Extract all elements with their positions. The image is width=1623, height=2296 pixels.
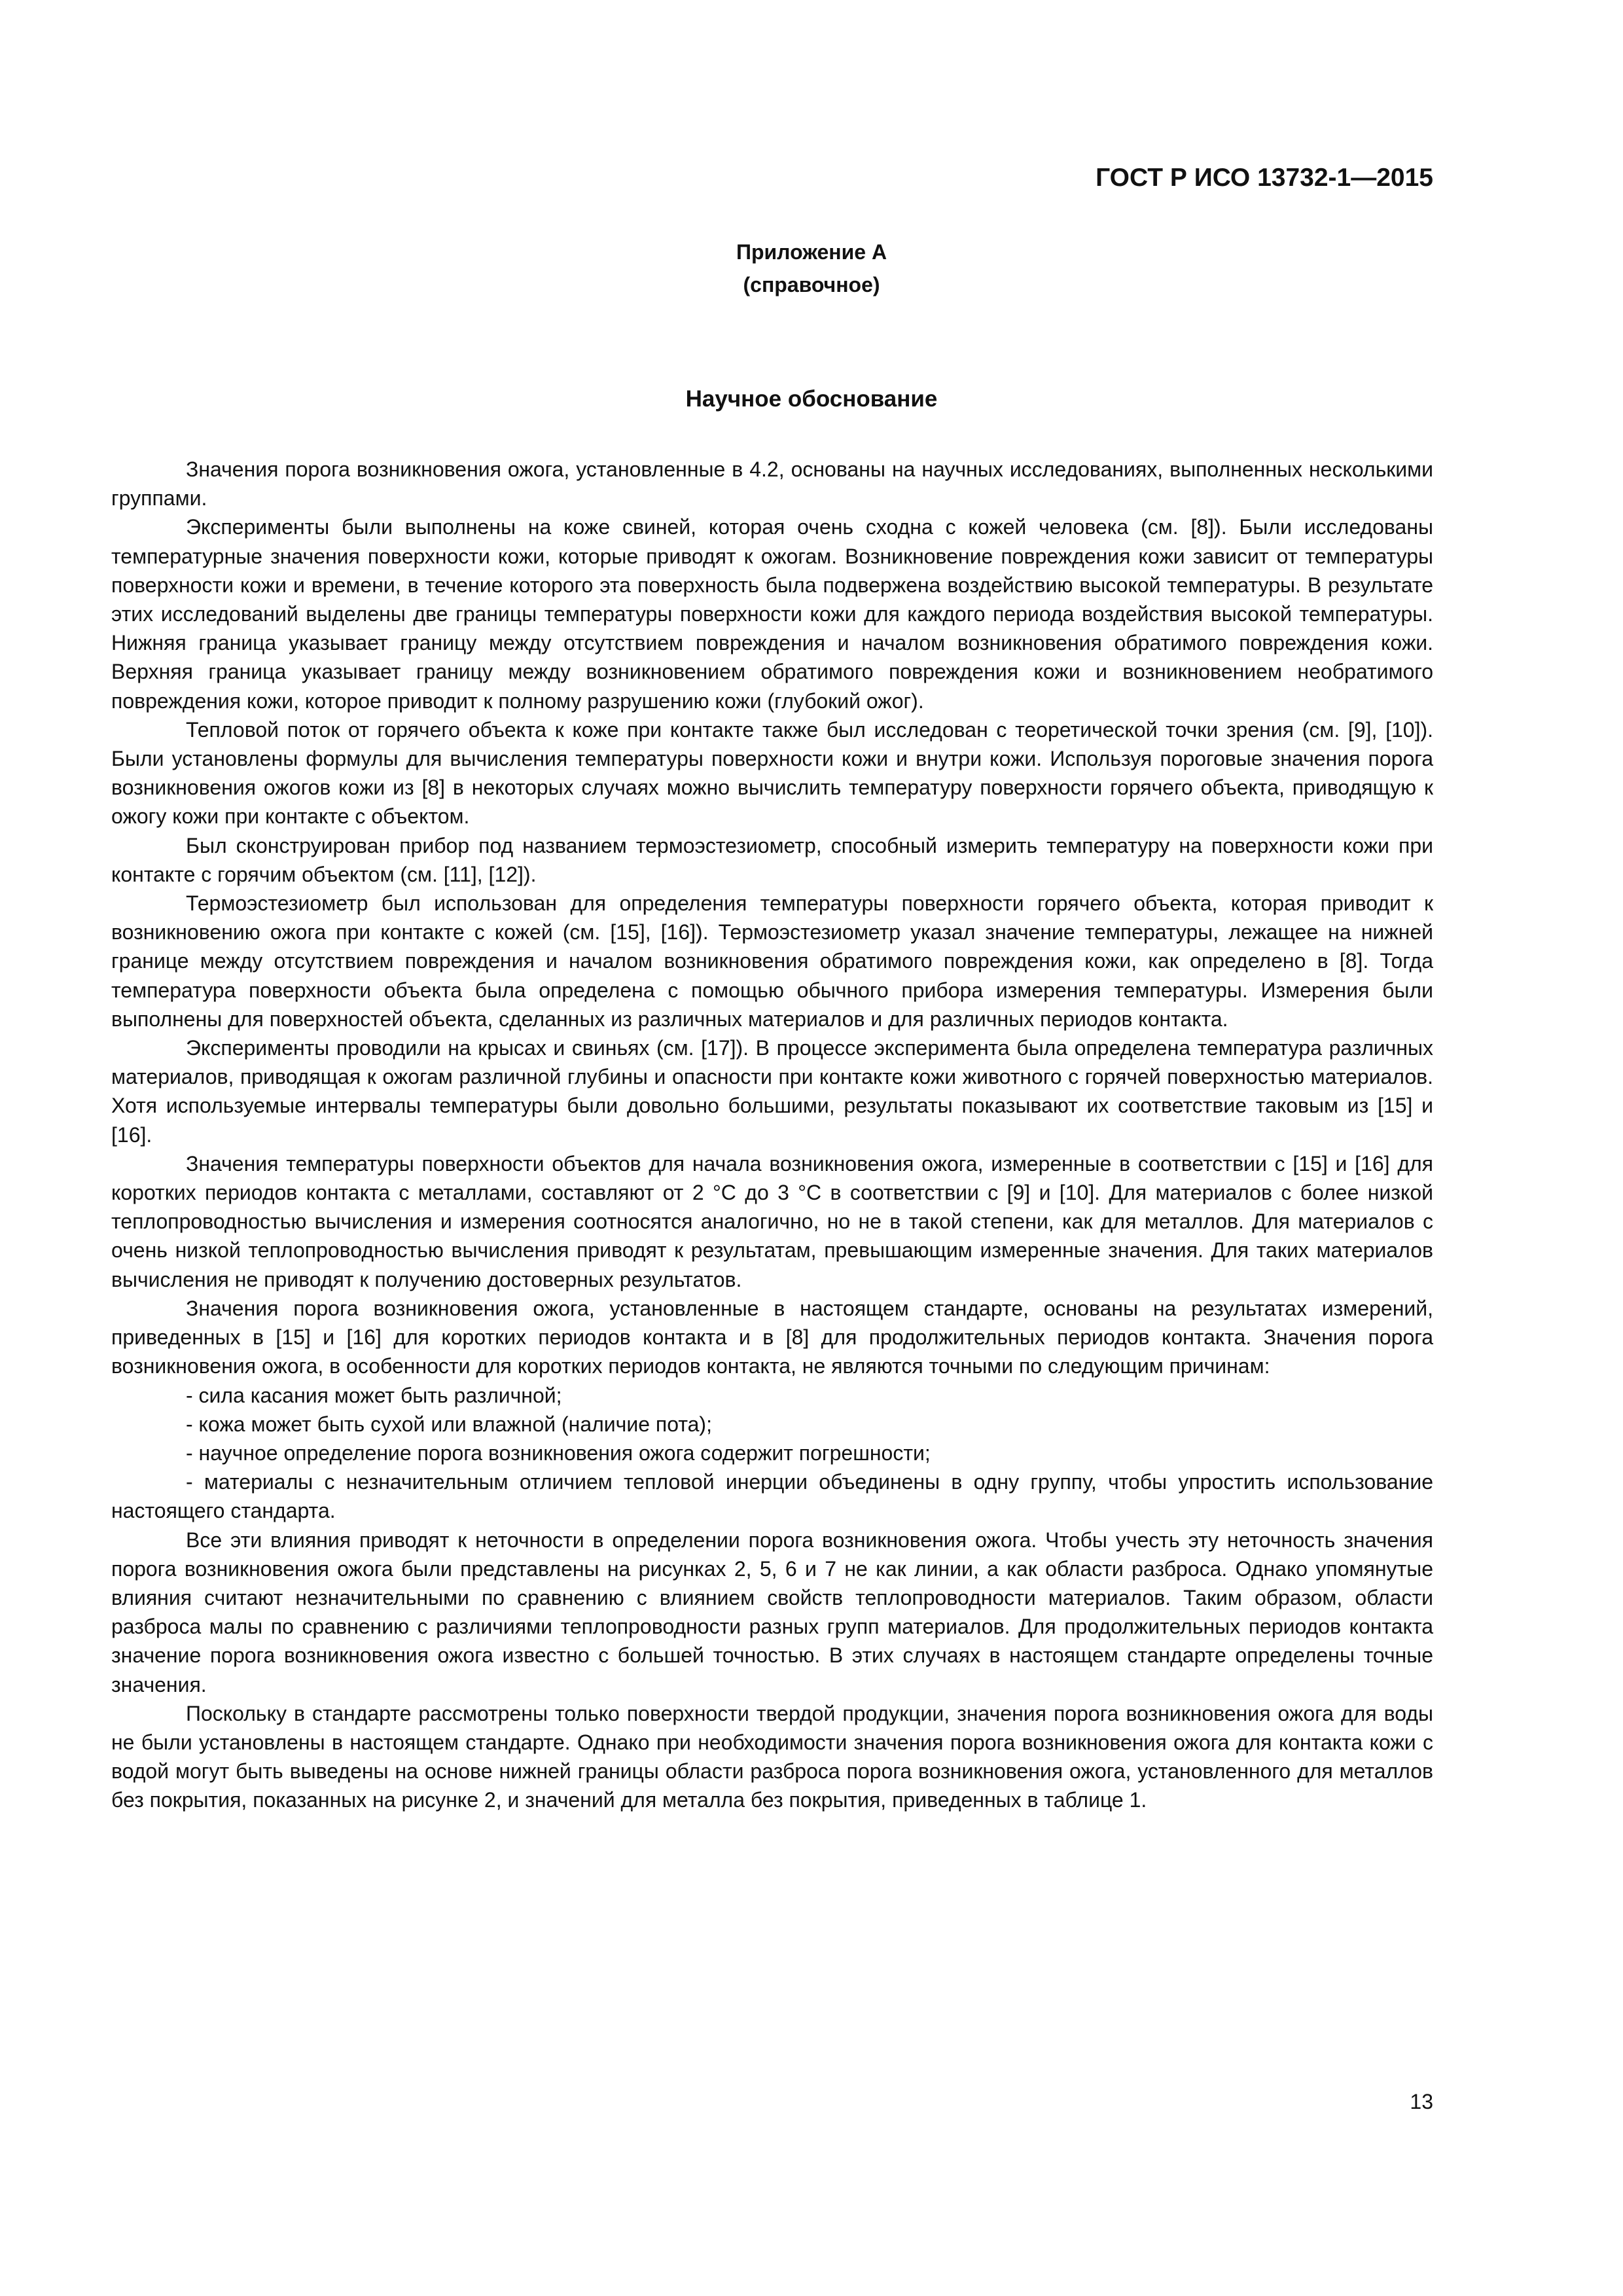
paragraph: Все эти влияния приводят к неточности в определении порога возникновения ожога. Чтобы учесть эту неточность значения порога возникновения ожога были представлены на рисунках 2, 5, 6 и 7 не как линии, а как области разброса. Однако упомянутые влияния считают незначительными по сравнению с влиянием свойств теплопроводности материалов. Таким образом, области разброса малы по сравнению с различиями теплопроводности разных групп материалов. Для продолжительных периодов контакта значение порога возникновения ожога известно с большей точностью. В этих случаях в настоящем стандарте определены точные значения.: [111, 1528, 1433, 1696]
paragraph: Эксперименты проводили на крысах и свиньях (см. [17]). В процессе эксперимента была определена температура различных материалов, приводящая к ожогам различной глубины и опасности при контакте кожи животного с горячей поверхностью материалов. Хотя используемые интервалы температуры были довольно большими, результаты показывают их соответствие таковым из [15] и [16].: [111, 1036, 1433, 1147]
annex-title: Приложение А: [736, 240, 887, 264]
paragraph: Значения порога возникновения ожога, установленные в 4.2, основаны на научных исследованиях, выполненных несколькими группами.: [111, 457, 1433, 511]
list-item: - кожа может быть сухой или влажной (наличие пота);: [186, 1412, 712, 1436]
annex-heading: [0, 236, 1623, 301]
annex-subtitle: (справочное): [743, 273, 880, 296]
list-item: - сила касания может быть различной;: [186, 1383, 562, 1407]
page-number: 13: [1410, 2090, 1433, 2113]
list-item: - материалы с незначительным отличием тепловой инерции объединены в одну группу, чтобы упростить использование настоящего стандарта.: [111, 1470, 1433, 1523]
paragraph: Значения температуры поверхности объектов для начала возникновения ожога, измеренные в соответствии с [15] и [16] для коротких периодов контакта с металлами, составляют от 2 °С до 3 °С в соответствии с [9] и [10]. Для материалов с более низкой теплопроводностью вычисления и измерения соотносятся аналогично, но не в такой степени, как для металлов. Для материалов с очень низкой теплопроводностью вычисления приводят к результатам, превышающим измеренные значения. Для таких материалов вычисления не приводят к получению достоверных результатов.: [111, 1151, 1433, 1291]
list-item: - научное определение порога возникновения ожога содержит погрешности;: [186, 1441, 931, 1465]
body-text: [111, 455, 1433, 1815]
document-code: ГОСТ Р ИСО 13732-1—2015: [1096, 164, 1433, 192]
paragraph: Был сконструирован прибор под названием термоэстезиометр, способный измерить температуру на поверхности кожи при контакте с горячим объектом (см. [11], [12]).: [111, 833, 1433, 886]
paragraph: Эксперименты были выполнены на коже свиней, которая очень сходна с кожей человека (см. [8]). Были исследованы температурные значения поверхности кожи, которые приводят к ожогам. Возникновение повреждения кожи зависит от температуры поверхности кожи и времени, в течение которого эта поверхность была подвержена воздействию высокой температуры. В результате этих исследований выделены две границы температуры поверхности кожи для каждого периода воздействия высокой температуры. Нижняя граница указывает границу между отсутствием повреждения и началом возникновения обратимого повреждения кожи. Верхняя граница указывает границу между возникновением обратимого повреждения кожи и возникновением необратимого повреждения кожи, которое приводит к полному разрушению кожи (глубокий ожог).: [111, 515, 1433, 713]
paragraph: Поскольку в стандарте рассмотрены только поверхности твердой продукции, значения порога возникновения ожога для воды не были установлены в настоящем стандарте. Однако при необходимости значения порога возникновения ожога для контакта кожи с водой могут быть выведены на основе нижней границы области разброса порога возникновения ожога, установленного для металлов без покрытия, показанных на рисунке 2, и значений для металла без покрытия, приведенных в таблице 1.: [111, 1701, 1433, 1812]
paragraph: Термоэстезиометр был использован для определения температуры поверхности горячего объекта, которая приводит к возникновению ожога при контакте с кожей (см. [15], [16]). Термоэстезиометр указал значение температуры, лежащее на нижней границе между отсутствием повреждения и началом возникновения обратимого повреждения кожи, как определено в [8]. Тогда температура поверхности объекта была определена с помощью обычного прибора измерения температуры. Измерения были выполнены для поверхностей объекта, сделанных из различных материалов и для различных периодов контакта.: [111, 891, 1433, 1031]
paragraph: Тепловой поток от горячего объекта к коже при контакте также был исследован с теоретической точки зрения (см. [9], [10]). Были установлены формулы для вычисления температуры поверхности кожи и внутри кожи. Используя пороговые значения порога возникновения ожогов кожи из [8] в некоторых случаях можно вычислить температуру поверхности горячего объекта, приводящую к ожогу кожи при контакте с объектом.: [111, 717, 1433, 829]
paragraph: Значения порога возникновения ожога, установленные в настоящем стандарте, основаны на результатах измерений, приведенных в [15] и [16] для коротких периодов контакта и в [8] для продолжительных периодов контакта. Значения порога возникновения ожога, в особенности для коротких периодов контакта, не являются точными по следующим причинам:: [111, 1296, 1433, 1378]
section-title: Научное обоснование: [685, 386, 938, 412]
